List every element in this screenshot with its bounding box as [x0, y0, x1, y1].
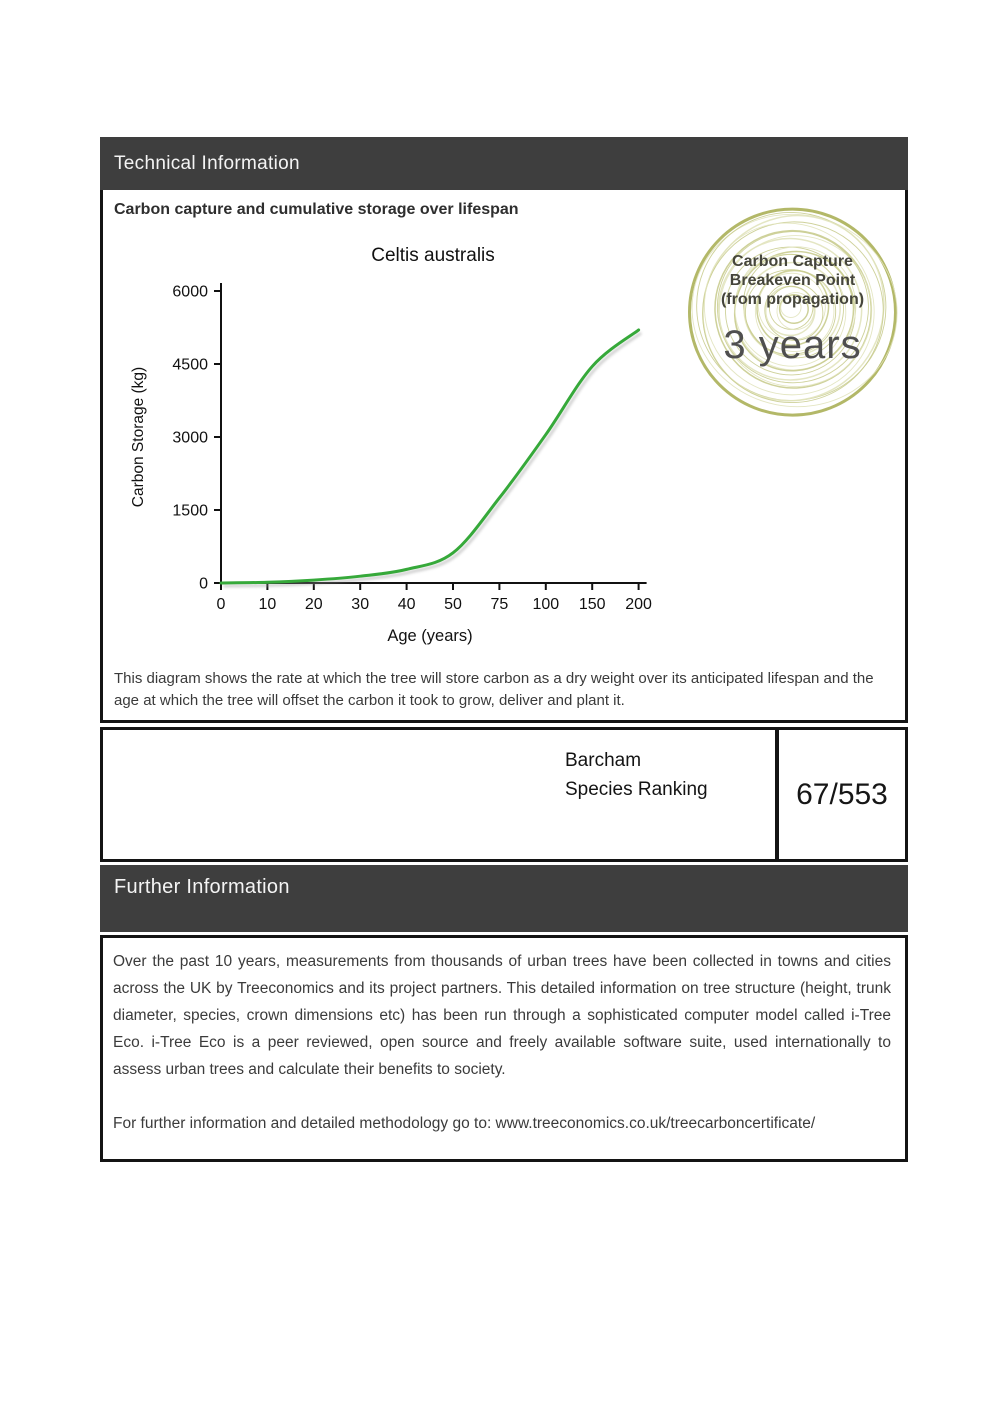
svg-text:50: 50 [444, 596, 462, 613]
technical-information-title: Technical Information [114, 152, 300, 174]
chart-description: This diagram shows the rate at which the tree will store carbon as a dry weight over its anticipated lifespan and the age at which the tree will offset the carbon it took to grow, deliver and plant it. [114, 670, 874, 709]
chart-plot-area [117, 273, 677, 645]
svg-text:10: 10 [258, 596, 277, 613]
svg-text:100: 100 [532, 596, 560, 613]
svg-text:1500: 1500 [172, 502, 208, 520]
badge-line-2: Breakeven Point [729, 272, 856, 289]
badge-line-1: Carbon Capture [732, 253, 853, 270]
svg-text:20: 20 [304, 596, 323, 613]
ranking-label-cell [103, 730, 775, 859]
breakeven-badge-text [685, 252, 900, 368]
further-information-header [100, 865, 908, 932]
svg-text:200: 200 [625, 596, 652, 613]
chart-y-axis-label: Carbon Storage (kg) [130, 366, 147, 508]
svg-text:4500: 4500 [172, 356, 208, 374]
certificate-sheet [100, 137, 908, 1162]
further-information-panel [100, 935, 908, 1162]
further-paragraph: Over the past 10 years, measurements from thousands of urban trees have been collected in towns and cities across the UK by Treeconomics and its project partners. This detailed information on tree structure (height, trunk diameter, species, crown dimensions etc) has been run through a sophisticated computer model called i-Tree Eco. i-Tree Eco is a peer reviewed, open source and freely available software suite, used internationally to assess urban trees and calculate their benefits to society. [113, 953, 891, 1078]
chart-title: Celtis australis [371, 245, 495, 266]
svg-text:75: 75 [490, 596, 509, 613]
svg-text:30: 30 [351, 596, 370, 613]
svg-text:150: 150 [578, 596, 606, 613]
species-ranking-panel [100, 727, 908, 862]
ranking-label [565, 746, 708, 804]
technical-information-header [100, 137, 908, 190]
breakeven-badge [685, 202, 900, 417]
carbon-storage-chart [117, 245, 677, 650]
ranking-value-cell [775, 730, 905, 859]
chart-x-axis-label: Age (years) [387, 627, 473, 645]
further-methodology-line: For further information and detailed methodology go to: www.treeconomics.co.uk/treecarboncertificate/ [113, 1115, 816, 1132]
badge-line-3: (from propagation) [720, 291, 865, 308]
panel-heading: Carbon capture and cumulative storage over lifespan [114, 201, 519, 218]
svg-text:3000: 3000 [172, 429, 208, 447]
svg-text:0: 0 [199, 575, 208, 593]
ranking-value: 67/553 [796, 777, 888, 811]
svg-text:40: 40 [397, 596, 416, 613]
carbon-capture-panel [100, 190, 908, 723]
breakeven-value: 3 years [723, 323, 862, 367]
ranking-label-line1: Barcham [565, 750, 642, 771]
further-information-title: Further Information [114, 876, 290, 898]
svg-text:6000: 6000 [172, 283, 208, 301]
svg-text:0: 0 [216, 596, 226, 613]
ranking-label-line2: Species Ranking [565, 779, 708, 800]
